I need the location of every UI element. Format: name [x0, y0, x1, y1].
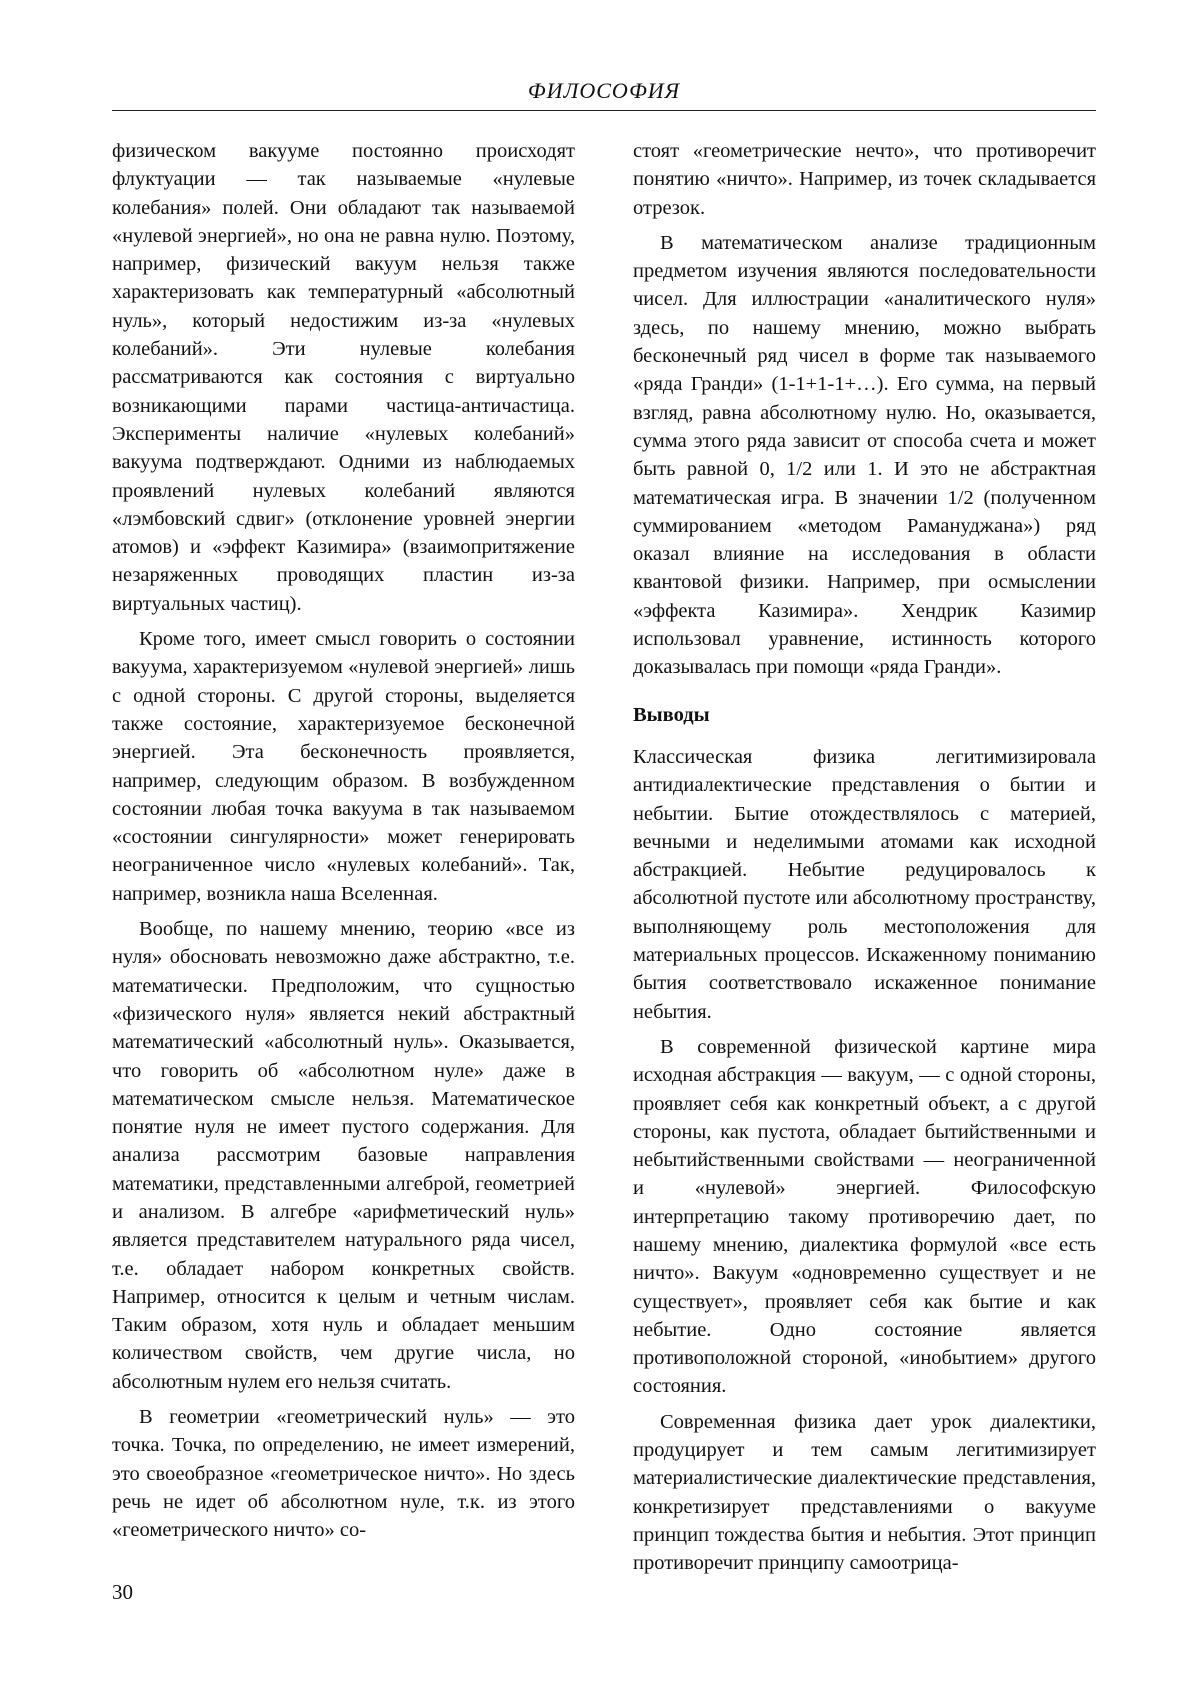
conclusion-paragraph-3: Современная физика дает урок диалектики, продуцирует и тем самым легитимизирует материалистические диалектические представления, конкретизирует представлениями о вакууме принцип тождества бытия и небытия. Этот принцип противоречит принципу самоотрица- — [633, 1410, 1096, 1575]
right-column — [633, 137, 1096, 1578]
left-paragraph-3: Вообще, по нашему мнению, теорию «все из нуля» обосновать невозможно даже абстрактно, т.е. математически. Предположим, что сущностью «физического нуля» является некий абстрактный математический «абсолютный нуль». Оказывается, что говорить об «абсолютном нуле» даже в математическом смысле нельзя. Математическое понятие нуля не имеет пустого содержания. Для анализа рассмотрим базовые направления математики, представленными алгеброй, геометрией и анализом. В алгебре «арифметический нуль» является представителем натурального ряда чисел, т.е. обладает набором конкретных свойств. Например, относится к целым и четным числам. Таким образом, хотя нуль и обладает меньшим количеством свойств, чем другие числа, но абсолютным нулем его нельзя считать. — [112, 918, 575, 1393]
left-column — [112, 137, 575, 1545]
header-rule — [112, 110, 1096, 111]
left-paragraph-4: В геометрии «геометрический нуль» — это точка. Точка, по определению, не имеет измерений, это своеобразное «геометрическое ничто». Но здесь речь не идет об абсолютном нуле, т.к. из этого «геометрического ничто» со- — [112, 1406, 575, 1542]
running-head: ФИЛОСОФИЯ — [527, 78, 681, 103]
right-paragraph-2: В математическом анализе традиционным предметом изучения являются последовательности чисел. Для иллюстрации «аналитического нуля» здесь, по нашему мнению, можно выбрать бесконечный ряд чисел в форме так называемого «ряда Гранди» (1-1+1-1+…). Его сумма, на первый взгляд, равна абсолютному нулю. Но, оказывается, сумма этого ряда зависит от способа счета и может быть равной 0, 1/2 или 1. И это не абстрактная математическая игра. В значении 1/2 (полученном суммированием «методом Рамануджана») ряд оказал влияние на исследования в области квантовой физики. Например, при осмыслении «эффекта Казимира». Хендрик Казимир использовал уравнение, истинность которого доказывалась при помощи «ряда Гранди». — [633, 231, 1096, 679]
conclusion-paragraph-2: В современной физической картине мира исходная абстракция — вакуум, — с одной стороны, проявляет себя как конкретный объект, а с другой стороны, как пустота, обладает бытийственными и небытийственными свойствами — неограниченной и «нулевой» энергией. Философскую интерпретацию такому противоречию дает, по нашему мнению, диалектика формулой «все есть ничто». Вакуум «одновременно существует и не существует», проявляет себя как бытие и как небытие. Одно состояние является противоположной стороной, «инобытием» другого состояния. — [633, 1035, 1096, 1398]
left-paragraph-2: Кроме того, имеет смысл говорить о состоянии вакуума, характеризуемом «нулевой энергией» лишь с одной стороны. С другой стороны, выделяется также состояние, характеризуемое бесконечной энергией. Эта бесконечность проявляется, например, следующим образом. В возбужденном состоянии любая точка вакуума в так называемом «состоянии сингулярности» может генерировать неограниченное число «нулевых колебаний». Так, например, возникла наша Вселенная. — [112, 628, 575, 905]
left-paragraph-1: физическом вакууме постоянно происходят флуктуации — так называемые «нулевые колебания» полей. Они обладают так называемой «нулевой энергией», но она не равна нулю. Поэтому, например, физический вакуум нельзя также характеризовать как температурный «абсолютный нуль», который недостижим из-за «нулевых колебаний». Эти нулевые колебания рассматриваются как состояния с виртуально возникающими парами частица-античастица. Эксперименты наличие «нулевых колебаний» вакуума подтверждают. Одними из наблюдаемых проявлений нулевых колебаний являются «лэмбовский сдвиг» (отклонение уровней энергии атомов) и «эффект Казимира» (взаимопритяжение незаряженных проводящих пластин из-за виртуальных частиц). — [112, 140, 575, 615]
section-title: Выводы — [633, 703, 710, 726]
page-number: 30 — [112, 1580, 133, 1604]
right-paragraph-1: стоят «геометрические нечто», что противоречит понятию «ничто». Например, из точек складывается отрезок. — [633, 140, 1096, 219]
conclusion-paragraph-1: Классическая физика легитимизировала антидиалектические представления о бытии и небытии. Бытие отождествлялось с материей, вечными и неделимыми атомами как исходной абстракцией. Небытие редуцировалось к абсолютной пустоте или абсолютному пространству, выполняющему роль местоположения для материальных процессов. Искаженному пониманию бытия соответствовало искаженное понимание небытия. — [633, 745, 1096, 1023]
